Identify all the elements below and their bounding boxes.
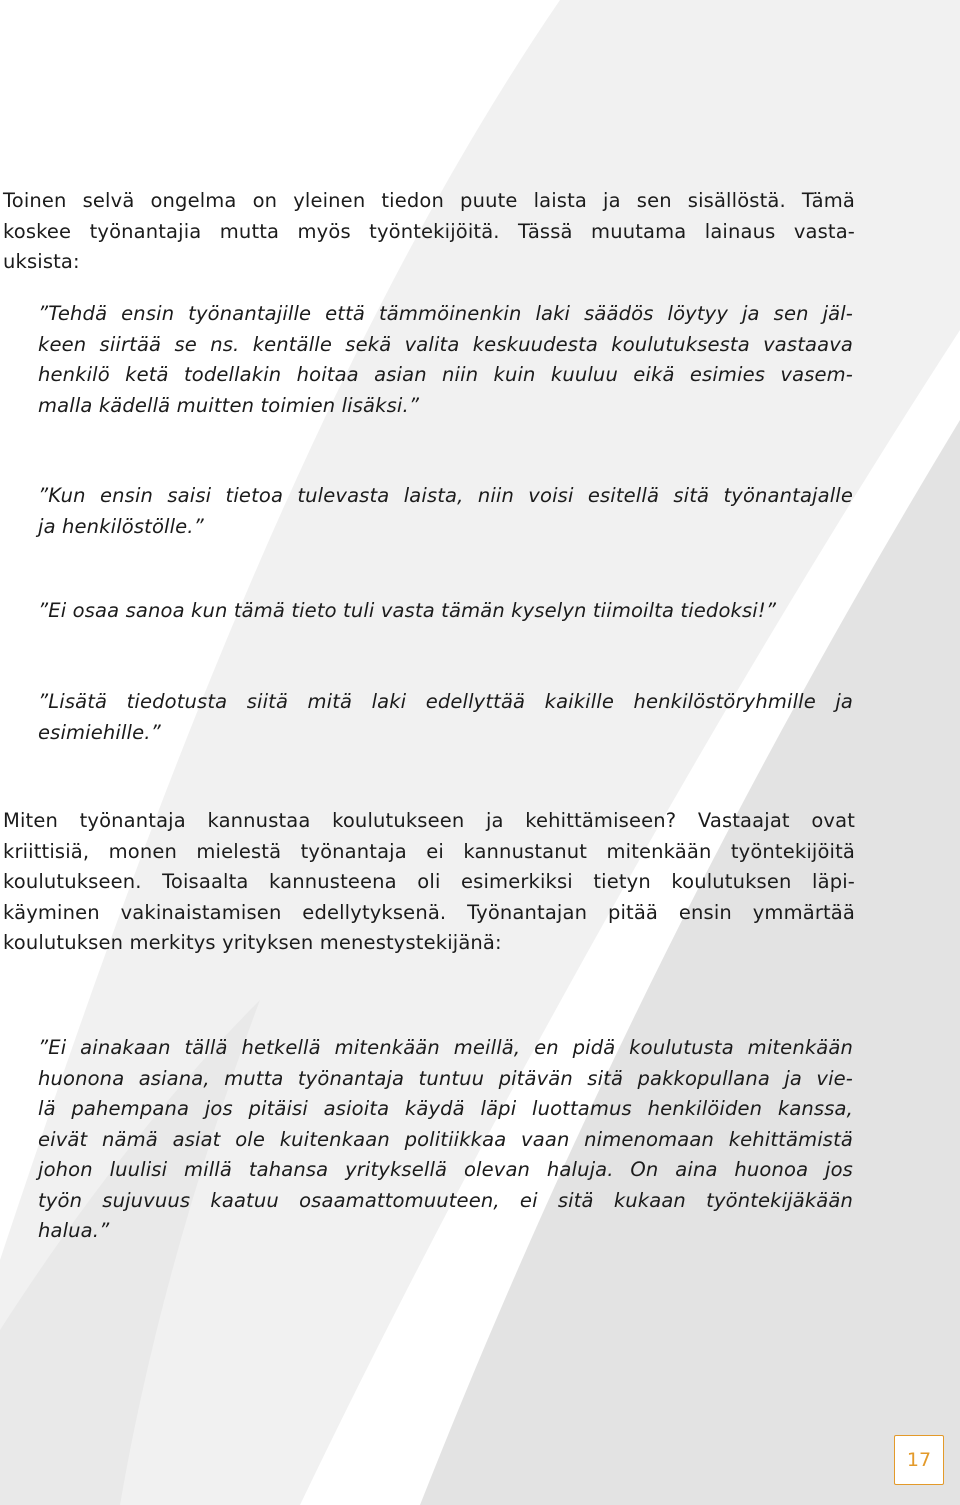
paragraph-training — [3, 806, 855, 959]
text-line: johon luulisi millä tahansa yrityksellä olevan haluja. On aina huonoa jos — [38, 1158, 853, 1181]
text-line: lä pahempana jos pitäisi asioita käydä läpi luottamus henkilöiden kanssa, — [38, 1097, 853, 1120]
text-line: ”Lisätä tiedotusta siitä mitä laki edellyttää kaikille henkilöstöryhmille ja — [38, 690, 853, 713]
quote-4 — [38, 687, 853, 748]
text-line: keen siirtää se ns. kentälle sekä valita keskuudesta koulutuksesta vastaava — [38, 332, 853, 356]
text-line: koulutukseen. Toisaalta kannusteena oli esimerkiksi tietyn koulutuksen läpi- — [3, 870, 855, 893]
text-line: Miten työnantaja kannustaa koulutukseen ja kehittämiseen? Vastaajat ovat — [3, 809, 855, 832]
paragraph-intro — [3, 186, 855, 278]
text-line: esimiehille.” — [38, 720, 161, 744]
text-line: eivät nämä asiat ole kuitenkaan politiikkaa vaan nimenomaan kehittämistä — [38, 1127, 853, 1151]
text-line: uksista: — [3, 250, 80, 273]
text-line: ”Ei osaa sanoa kun tämä tieto tuli vasta tämän kyselyn tiimoilta tiedoksi!” — [38, 599, 777, 622]
page-number: 17 — [894, 1435, 944, 1485]
text-line: työn sujuvuus kaatuu osaamattomuuteen, ei sitä kukaan työntekijäkään — [38, 1188, 853, 1212]
text-line: Toinen selvä ongelma on yleinen tiedon puute laista ja sen sisällöstä. Tämä — [3, 189, 855, 212]
quote-1 — [38, 299, 853, 421]
text-line: malla kädellä muitten toimien lisäksi.” — [38, 393, 420, 417]
text-line: ja henkilöstölle.” — [38, 514, 204, 538]
text-line: käyminen vakinaistamisen edellytyksenä. Työnantajan pitää ensin ymmärtää — [3, 900, 855, 924]
quote-5 — [38, 1033, 853, 1247]
quote-2 — [38, 481, 853, 542]
text-line: henkilö ketä todellakin hoitaa asian niin kuin kuuluu eikä esimies vasem- — [38, 363, 853, 386]
text-line: ”Tehdä ensin työnantajille että tämmöinenkin laki säädös löytyy ja sen jäl- — [38, 302, 853, 325]
text-line: kriittisiä, monen mielestä työnantaja ei kannustanut mitenkään työntekijöitä — [3, 839, 855, 863]
text-line: ”Ei ainakaan tällä hetkellä mitenkään meillä, en pidä koulutusta mitenkään — [38, 1036, 853, 1059]
text-line: halua.” — [38, 1219, 110, 1242]
text-line: ”Kun ensin saisi tietoa tulevasta laista, niin voisi esitellä sitä työnantajalle — [38, 484, 853, 507]
text-line: koulutuksen merkitys yrityksen menestystekijänä: — [3, 931, 502, 954]
text-line: huonona asiana, mutta työnantaja tuntuu pitävän sitä pakkopullana ja vie- — [38, 1066, 853, 1090]
text-line: koskee työnantajia mutta myös työntekijöitä. Tässä muutama lainaus vasta- — [3, 219, 855, 243]
quote-3 — [38, 596, 853, 627]
